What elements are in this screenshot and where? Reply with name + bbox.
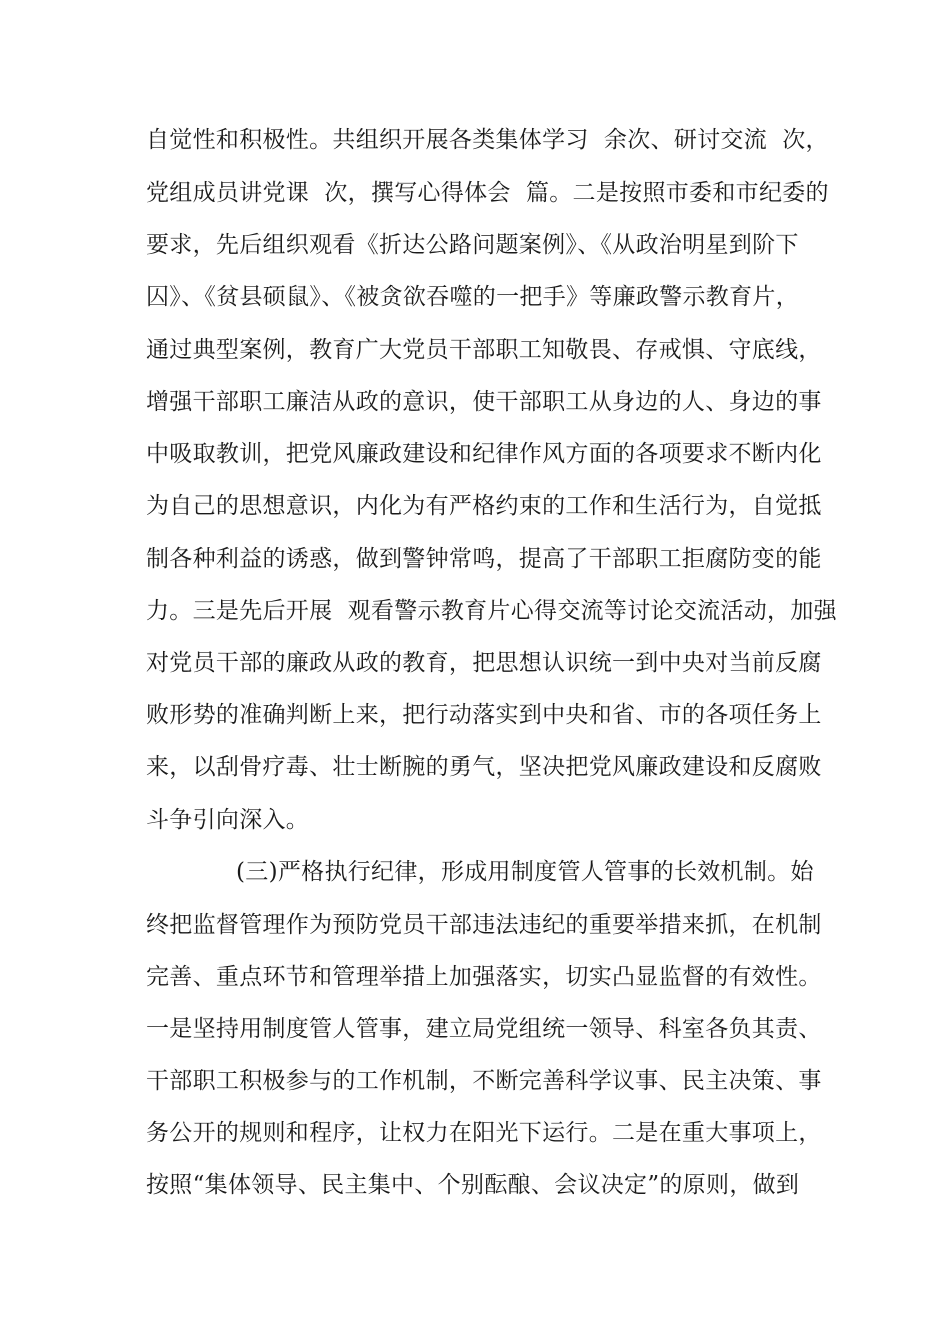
paragraph-1-line: 要求，先后组织观看《折达公路问题案例》、《从政治明星到阶下: [146, 232, 799, 258]
paragraph-1-line: 斗争引向深入。: [146, 807, 310, 833]
paragraph-1-line: 来，以刮骨疗毒、壮士断腕的勇气，坚决把党风廉政建设和反腐败: [146, 754, 822, 780]
paragraph-1-line: 败形势的准确判断上来，把行动落实到中央和省、市的各项任务上: [146, 702, 822, 728]
paragraph-1-line: 对党员干部的廉政从政的教育，把思想认识统一到中央对当前反腐: [146, 650, 822, 676]
paragraph-2-line: 终把监督管理作为预防党员干部违法违纪的重要举措来抓，在机制: [146, 912, 822, 938]
paragraph-1-line: 囚》、《贫县硕鼠》、《被贪欲吞噬的一把手》等廉政警示教育片，: [146, 284, 799, 310]
paragraph-1-line: 中吸取教训，把党风廉政建设和纪律作风方面的各项要求不断内化: [146, 441, 822, 467]
paragraph-1-line: 通过典型案例，教育广大党员干部职工知敬畏、存戒惧、守底线，: [146, 337, 822, 363]
paragraph-1-line: 为自己的思想意识，内化为有严格约束的工作和生活行为，自觉抵: [146, 493, 822, 519]
paragraph-2-line: 一是坚持用制度管人管事，建立局党组统一领导、科室各负其责、: [146, 1016, 822, 1042]
paragraph-1-line: 增强干部职工廉洁从政的意识，使干部职工从身边的人、身边的事: [146, 389, 822, 415]
paragraph-1-line: 力。三是先后开展 观看警示教育片心得交流等讨论交流活动，加强: [146, 598, 837, 624]
paragraph-1-line: 制各种利益的诱惑，做到警钟常鸣，提高了干部职工拒腐防变的能: [146, 546, 822, 572]
paragraph-1-line: 党组成员讲党课 次，撰写心得体会 篇。二是按照市委和市纪委的: [146, 180, 829, 206]
paragraph-2-line: 完善、重点环节和管理举措上加强落实，切实凸显监督的有效性。: [146, 964, 822, 990]
paragraph-2-heading-line: (三)严格执行纪律，形成用制度管人管事的长效机制。始: [236, 859, 814, 885]
paragraph-2-line: 干部职工积极参与的工作机制，不断完善科学议事、民主决策、事: [146, 1068, 822, 1094]
paragraph-2-line: 务公开的规则和程序，让权力在阳光下运行。二是在重大事项上，: [146, 1120, 822, 1146]
paragraph-2-line: 按照“集体领导、民主集中、个别酝酿、会议决定”的原则，做到: [146, 1172, 800, 1198]
paragraph-1-line: 自觉性和积极性。共组织开展各类集体学习 余次、研讨交流 次，: [146, 127, 829, 153]
